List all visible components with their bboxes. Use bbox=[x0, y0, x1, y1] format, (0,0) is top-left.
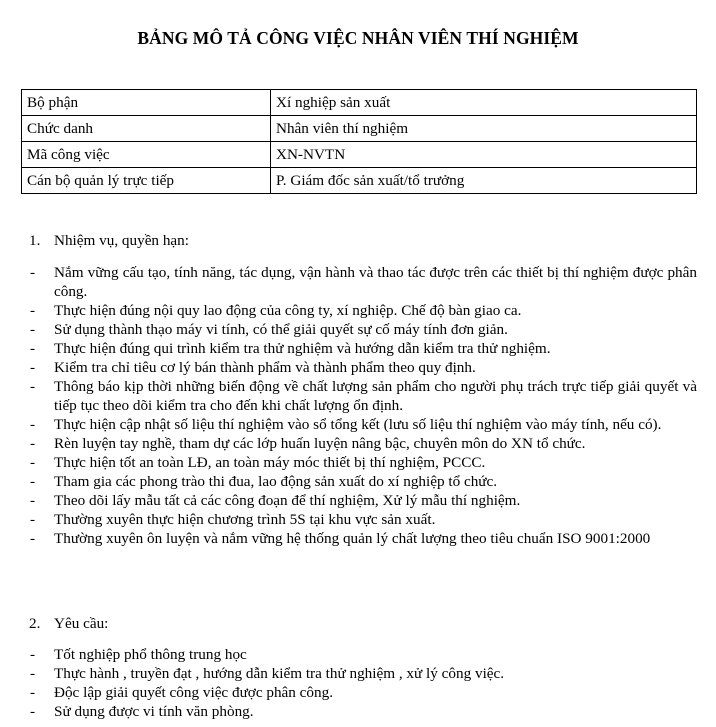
requirements-list bbox=[0, 645, 716, 721]
bullet-dash: - bbox=[30, 684, 36, 701]
section-number: 2. bbox=[29, 615, 41, 632]
list-item bbox=[0, 664, 716, 683]
list-item bbox=[0, 510, 716, 529]
list-item-text: Tốt nghiệp phổ thông trung học bbox=[54, 646, 247, 663]
bullet-dash: - bbox=[30, 511, 36, 528]
section-title: Yêu cầu: bbox=[54, 615, 109, 632]
list-item-text: Thông báo kịp thời những biến động về chất lượng sản phẩm cho người phụ trách trực tiếp giải quyết và tiếp tục theo dõi kiểm tra cho đến khi chất lượng ổn định. bbox=[54, 378, 697, 414]
list-item-text: Thực hiện đúng nội quy lao động của công ty, xí nghiệp. Chế độ bàn giao ca. bbox=[54, 302, 522, 319]
section-heading bbox=[29, 231, 189, 250]
list-item-text: Kiểm tra chỉ tiêu cơ lý bán thành phẩm và thành phẩm theo quy định. bbox=[54, 359, 476, 376]
bullet-dash: - bbox=[30, 530, 36, 547]
info-label-job-code: Mã công việc bbox=[22, 142, 271, 168]
list-item bbox=[0, 683, 716, 702]
section-heading bbox=[29, 614, 108, 633]
bullet-dash: - bbox=[30, 302, 36, 319]
list-item-text: Thực hiện tốt an toàn LĐ, an toàn máy móc thiết bị thí nghiệm, PCCC. bbox=[54, 454, 486, 471]
list-item-text: Thường xuyên thực hiện chương trình 5S tại khu vực sản xuất. bbox=[54, 511, 436, 528]
info-label-position: Chức danh bbox=[22, 116, 271, 142]
bullet-dash: - bbox=[30, 665, 36, 682]
bullet-dash: - bbox=[30, 454, 36, 471]
list-item bbox=[0, 453, 716, 472]
table-row bbox=[22, 90, 697, 116]
info-table bbox=[21, 89, 697, 194]
bullet-dash: - bbox=[30, 473, 36, 490]
list-item bbox=[0, 645, 716, 664]
list-item bbox=[0, 301, 716, 320]
list-item-text: Sử dụng thành thạo máy vi tính, có thể giải quyết sự cố máy tính đơn giản. bbox=[54, 321, 508, 338]
page-title: BẢNG MÔ TẢ CÔNG VIỆC NHÂN VIÊN THÍ NGHIỆM bbox=[137, 28, 579, 48]
list-item-text: Sử dụng được vi tính văn phòng. bbox=[54, 703, 254, 720]
info-value-position: Nhân viên thí nghiệm bbox=[271, 116, 697, 142]
list-item bbox=[0, 434, 716, 453]
table-row bbox=[22, 168, 697, 194]
bullet-dash: - bbox=[30, 359, 36, 376]
info-value-manager: P. Giám đốc sản xuất/tổ trưởng bbox=[271, 168, 697, 194]
bullet-dash: - bbox=[30, 321, 36, 338]
list-item-text: Tham gia các phong trào thi đua, lao động sản xuất do xí nghiệp tổ chức. bbox=[54, 473, 498, 490]
list-item bbox=[0, 339, 716, 358]
list-item-text: Thực hành , truyền đạt , hướng dẫn kiểm tra thử nghiệm , xử lý công việc. bbox=[54, 665, 505, 682]
bullet-dash: - bbox=[30, 416, 36, 433]
list-item-text: Rèn luyện tay nghề, tham dự các lớp huấn luyện nâng bậc, chuyên môn do XN tổ chức. bbox=[54, 435, 586, 452]
list-item bbox=[0, 377, 716, 415]
bullet-dash: - bbox=[30, 646, 36, 663]
info-label-manager: Cán bộ quản lý trực tiếp bbox=[22, 168, 271, 194]
list-item bbox=[0, 263, 716, 301]
info-label-department: Bộ phận bbox=[22, 90, 271, 116]
table-row bbox=[22, 142, 697, 168]
section-number: 1. bbox=[29, 232, 41, 249]
table-row bbox=[22, 116, 697, 142]
list-item bbox=[0, 491, 716, 510]
list-item bbox=[0, 472, 716, 491]
bullet-dash: - bbox=[30, 492, 36, 509]
list-item-text: Thực hiện cập nhật số liệu thí nghiệm vào sổ tổng kết (lưu số liệu thí nghiệm vào máy tính, nếu có). bbox=[54, 416, 662, 433]
list-item-text: Thực hiện đúng qui trình kiểm tra thử nghiệm và hướng dẫn kiểm tra thử nghiệm. bbox=[54, 340, 551, 357]
list-item-text: Nắm vững cấu tạo, tính năng, tác dụng, vận hành và thao tác được trên các thiết bị thí nghiệm được phân công. bbox=[54, 264, 697, 300]
section-title: Nhiệm vụ, quyền hạn: bbox=[54, 232, 189, 249]
list-item bbox=[0, 702, 716, 721]
list-item-text: Theo dõi lấy mẫu tất cả các công đoạn để thí nghiệm, Xử lý mẫu thí nghiệm. bbox=[54, 492, 521, 509]
bullet-dash: - bbox=[30, 264, 36, 281]
list-item bbox=[0, 358, 716, 377]
info-value-department: Xí nghiệp sản xuất bbox=[271, 90, 697, 116]
bullet-dash: - bbox=[30, 703, 36, 720]
info-value-job-code: XN-NVTN bbox=[271, 142, 697, 168]
list-item-text: Độc lập giải quyết công việc được phân công. bbox=[54, 684, 334, 701]
duties-list bbox=[0, 263, 716, 548]
list-item bbox=[0, 320, 716, 339]
bullet-dash: - bbox=[30, 378, 36, 395]
list-item bbox=[0, 529, 716, 548]
list-item-text: Thường xuyên ôn luyện và nắm vững hệ thống quản lý chất lượng theo tiêu chuẩn ISO 9001:2000 bbox=[54, 530, 651, 547]
list-item bbox=[0, 415, 716, 434]
bullet-dash: - bbox=[30, 340, 36, 357]
bullet-dash: - bbox=[30, 435, 36, 452]
